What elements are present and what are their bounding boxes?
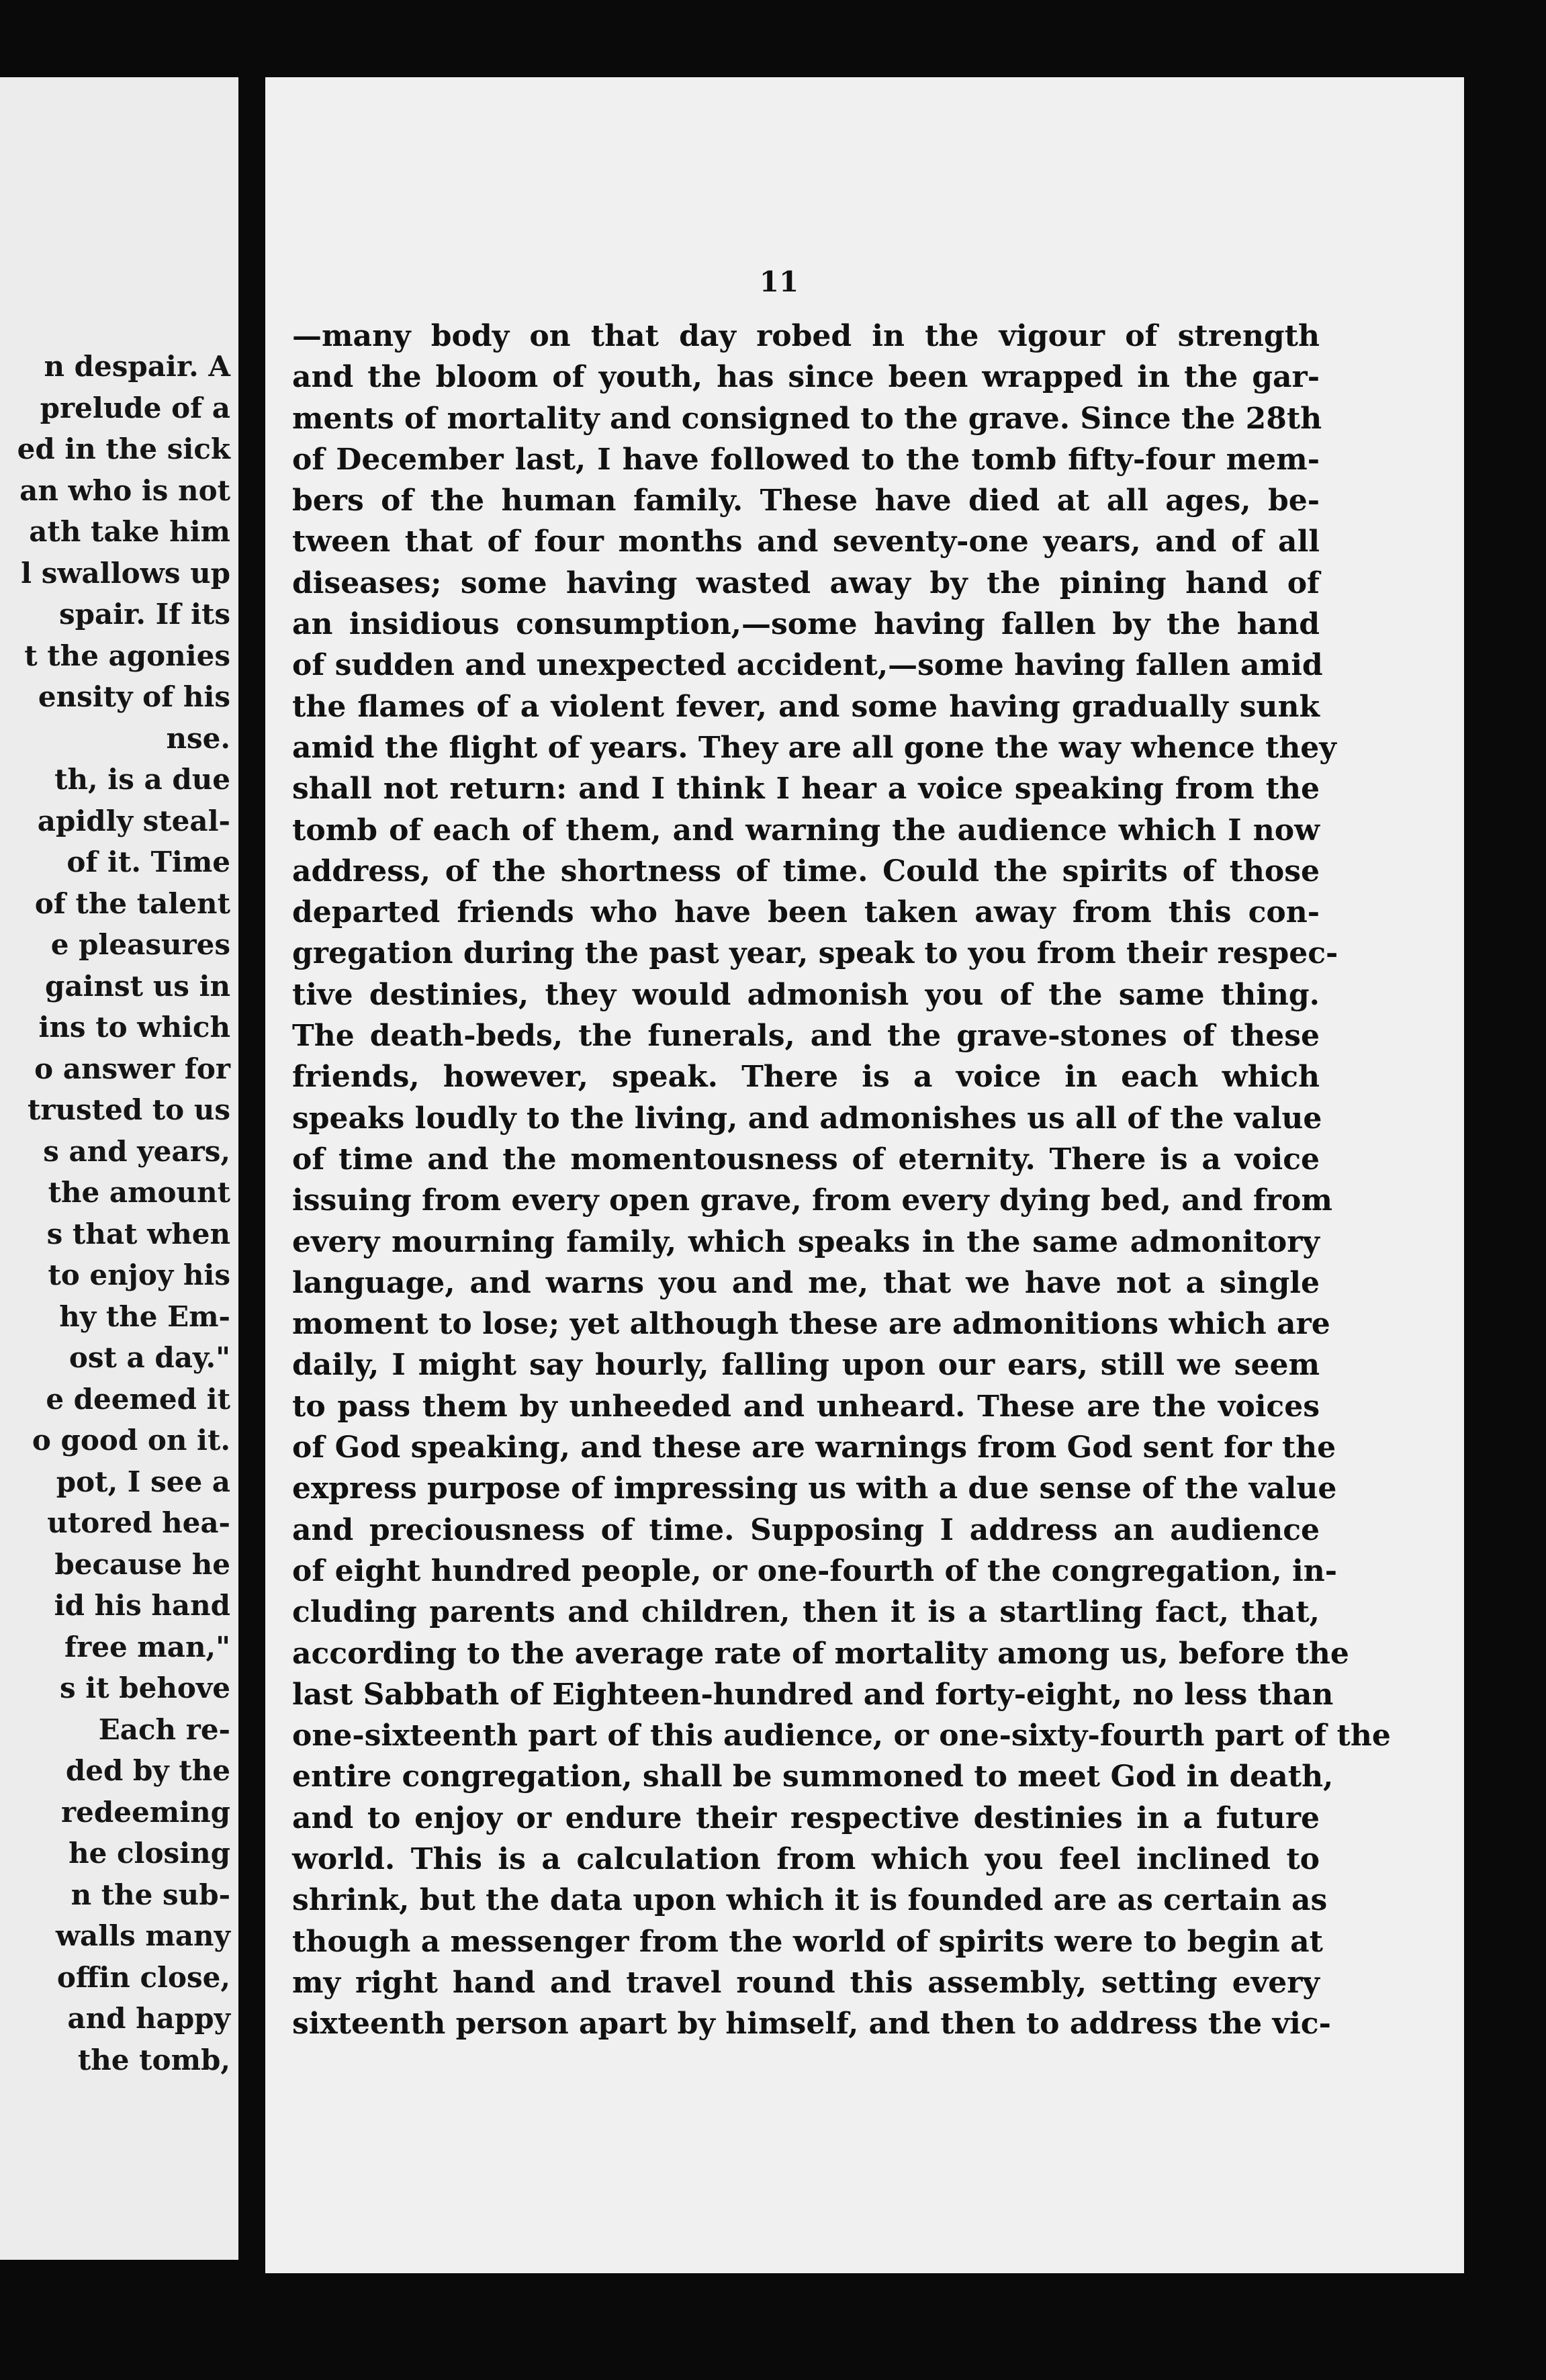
left-page-line: ath take him xyxy=(29,515,230,548)
left-page-line: offin close, xyxy=(56,1960,230,1994)
left-page-line: apidly steal- xyxy=(37,804,230,837)
left-page xyxy=(0,77,238,2260)
left-page-line: pot, I see a xyxy=(56,1465,230,1498)
body-line: of time and the momentousness of eternity. There is a voice xyxy=(292,1142,1320,1177)
page-number: 11 xyxy=(759,265,799,298)
left-page-line: Each re- xyxy=(98,1712,230,1746)
left-page-line: the tomb, xyxy=(77,2043,230,2076)
left-page-line: to enjoy his xyxy=(48,1258,230,1291)
body-line: bers of the human family. These have died at all ages, be- xyxy=(292,484,1320,518)
body-line: address, of the shortness of time. Could the spirits of those xyxy=(292,854,1320,888)
body-line: of eight hundred people, or one-fourth of the congregation, in- xyxy=(292,1553,1337,1588)
left-page-line: l swallows up xyxy=(21,556,230,590)
body-line: the flames of a violent fever, and some having gradually sunk xyxy=(292,689,1320,724)
body-line: of sudden and unexpected accident,—some having fallen amid xyxy=(292,648,1323,683)
body-line: and to enjoy or endure their respective destinies in a future xyxy=(292,1800,1320,1835)
body-line: moment to lose; yet although these are admonitions which are xyxy=(292,1307,1330,1342)
body-line: daily, I might say hourly, falling upon our ears, still we seem xyxy=(292,1348,1320,1383)
body-line: of December last, I have followed to the tomb fifty-four mem- xyxy=(292,442,1320,477)
body-line: and the bloom of youth, has since been wrapped in the gar- xyxy=(292,360,1320,395)
left-page-line: t the agonies xyxy=(24,639,230,672)
left-page-line: ensity of his xyxy=(38,680,230,713)
body-line: shrink, but the data upon which it is founded are as certain as xyxy=(292,1883,1328,1918)
left-page-line: ins to which xyxy=(38,1011,230,1044)
left-page-line: the amount xyxy=(48,1176,230,1209)
body-line: tween that of four months and seventy-one years, and of all xyxy=(292,524,1320,559)
left-page-line: hy the Em- xyxy=(59,1299,230,1333)
left-page-line: utored hea- xyxy=(47,1506,230,1539)
left-page-line: o answer for xyxy=(34,1052,230,1085)
body-line: The death-beds, the funerals, and the grave-stones of these xyxy=(292,1019,1320,1054)
left-page-line: spair. If its xyxy=(58,598,230,631)
left-page-line: redeeming xyxy=(61,1795,230,1829)
body-line: amid the flight of years. They are all gone the way whence they xyxy=(292,730,1336,765)
left-page-line: trusted to us xyxy=(27,1093,230,1126)
body-line: departed friends who have been taken away from this con- xyxy=(292,895,1320,930)
body-line: entire congregation, shall be summoned to meet God in death, xyxy=(292,1759,1334,1794)
left-page-line: an who is not xyxy=(19,473,230,507)
body-text xyxy=(292,316,1391,2044)
left-page-line: ost a day." xyxy=(69,1341,230,1374)
left-page-line: e deemed it xyxy=(46,1382,230,1416)
body-line: issuing from every open grave, from every dying bed, and from xyxy=(292,1183,1332,1218)
left-page-line: free man," xyxy=(64,1630,230,1663)
left-page-line: n despair. A xyxy=(44,350,230,383)
left-page-line: s and years, xyxy=(43,1134,230,1168)
left-page-line: id his hand xyxy=(54,1589,230,1622)
body-line: sixteenth person apart by himself, and then to address the vic- xyxy=(292,2007,1331,2042)
body-line: tive destinies, they would admonish you of the same thing. xyxy=(292,977,1320,1012)
body-line: express purpose of impressing us with a due sense of the value xyxy=(292,1471,1337,1506)
body-line: and preciousness of time. Supposing I address an audience xyxy=(292,1512,1320,1547)
body-line: one-sixteenth part of this audience, or one-sixty-fourth part of the xyxy=(292,1719,1391,1753)
left-page-line: s that when xyxy=(46,1217,230,1250)
body-line: of God speaking, and these are warnings from God sent for the xyxy=(292,1430,1336,1465)
left-page-line: of it. Time xyxy=(66,845,230,878)
body-line: —many body on that day robed in the vigour of strength xyxy=(292,319,1320,353)
left-page-line: ded by the xyxy=(65,1754,230,1787)
left-page-text xyxy=(17,346,230,2080)
body-line: my right hand and travel round this assembly, setting every xyxy=(292,1965,1320,2000)
left-page-line: o good on it. xyxy=(32,1424,230,1457)
left-page-line: because he xyxy=(54,1547,230,1581)
body-line: language, and warns you and me, that we have not a single xyxy=(292,1265,1320,1300)
body-line: according to the average rate of mortality among us, before the xyxy=(292,1636,1349,1671)
body-line: diseases; some having wasted away by the pining hand of xyxy=(292,565,1320,600)
left-page-line: gainst us in xyxy=(44,969,230,1003)
left-page-line: s it behove xyxy=(59,1672,230,1704)
left-page-line: prelude of a xyxy=(40,391,230,424)
left-page-line: and happy xyxy=(67,2002,230,2035)
left-page-line: walls many xyxy=(55,1919,230,1952)
body-line: speaks loudly to the living, and admonishes us all of the value xyxy=(292,1101,1322,1136)
left-page-line: of the talent xyxy=(34,886,230,920)
body-line: ments of mortality and consigned to the grave. Since the 28th xyxy=(292,401,1322,436)
left-page-line: n the sub- xyxy=(71,1878,230,1911)
left-page-line: th, is a due xyxy=(54,763,230,796)
body-line: tomb of each of them, and warning the audience which I now xyxy=(292,813,1320,848)
left-page-line: e pleasures xyxy=(50,928,230,961)
left-page-line: ed in the sick xyxy=(17,432,230,465)
left-page-line: he closing xyxy=(69,1837,230,1870)
body-line: to pass them by unheeded and unheard. These are the voices xyxy=(292,1389,1320,1424)
body-line: every mourning family, which speaks in the same admonitory xyxy=(292,1224,1320,1259)
left-page-line: nse. xyxy=(166,721,230,755)
body-line: cluding parents and children, then it is a startling fact, that, xyxy=(292,1595,1320,1630)
right-page xyxy=(265,77,1464,2273)
body-line: friends, however, speak. There is a voice in each which xyxy=(292,1060,1320,1095)
body-line: though a messenger from the world of spirits were to begin at xyxy=(292,1924,1323,1959)
body-line: last Sabbath of Eighteen-hundred and forty-eight, no less than xyxy=(292,1677,1334,1712)
body-line: shall not return: and I think I hear a voice speaking from the xyxy=(292,772,1320,807)
body-line: world. This is a calculation from which you feel inclined to xyxy=(292,1841,1320,1876)
body-line: gregation during the past year, speak to you from their respec- xyxy=(292,936,1338,971)
body-line: an insidious consumption,—some having fallen by the hand xyxy=(292,607,1320,642)
